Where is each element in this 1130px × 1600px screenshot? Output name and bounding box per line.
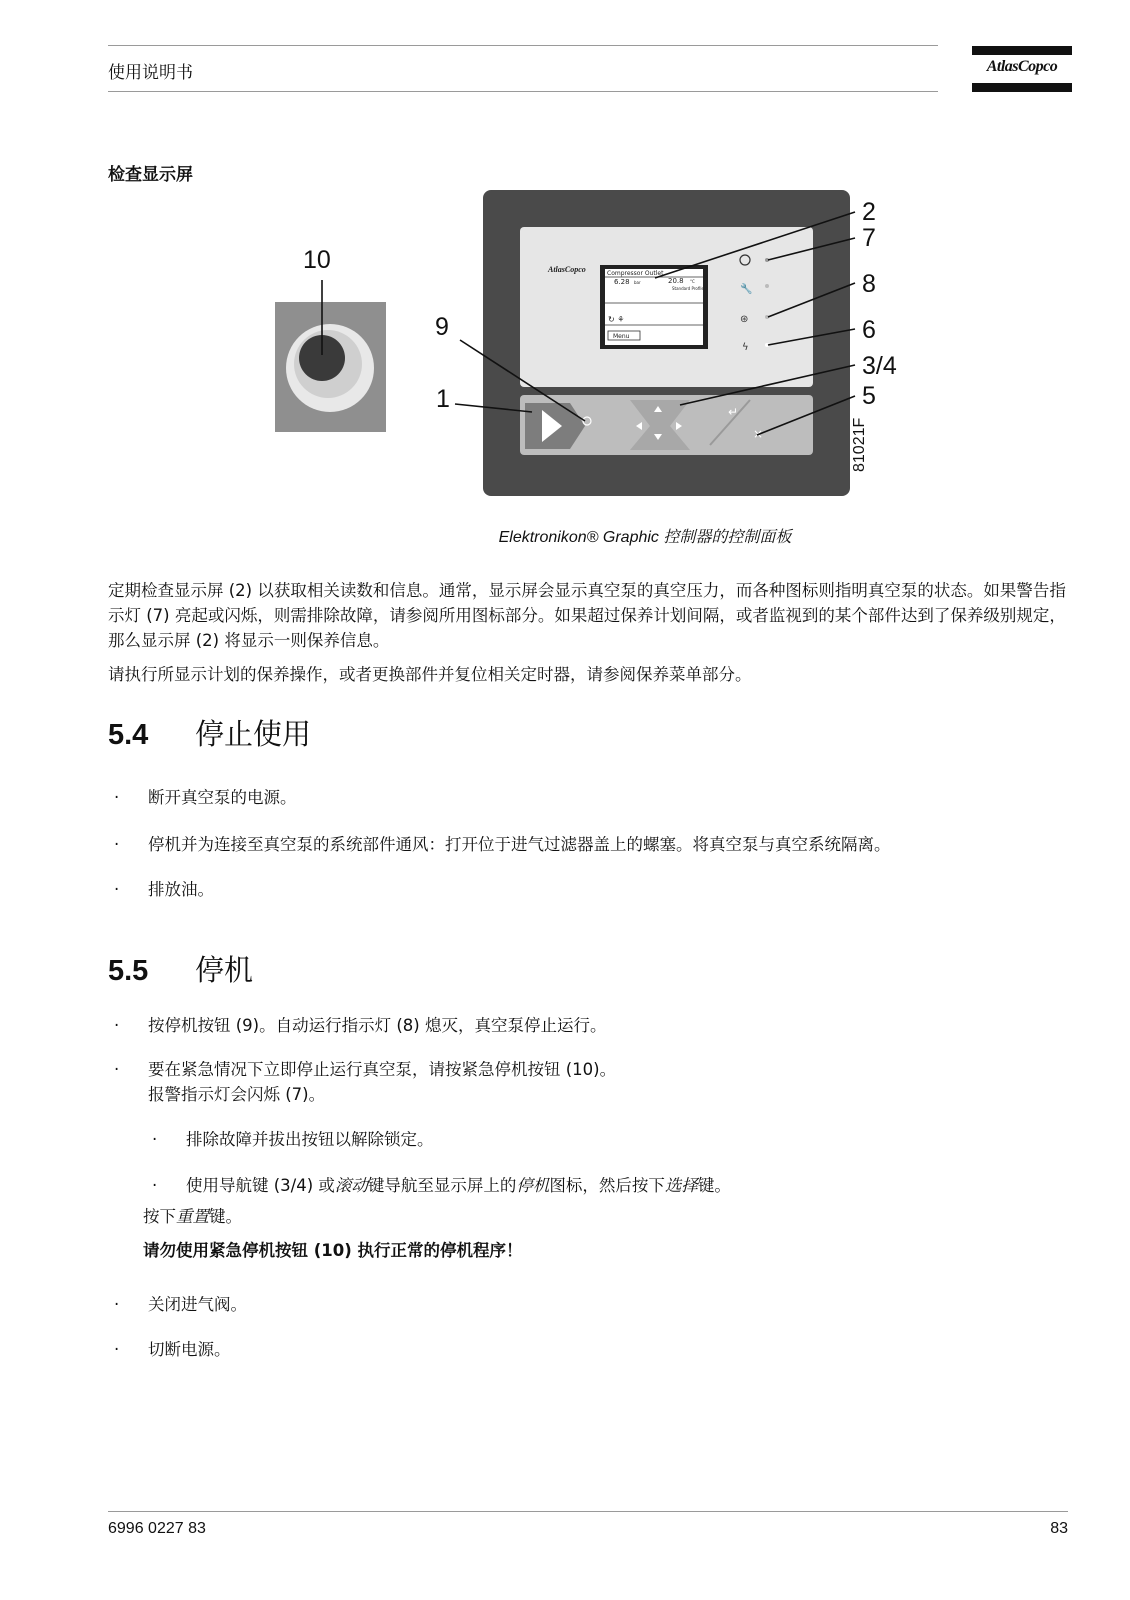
header-bottom-rule	[108, 91, 938, 92]
svg-text:7: 7	[862, 224, 876, 252]
atlas-copco-logo: AtlasCopco	[972, 46, 1072, 94]
svg-text:Compressor Outlet: Compressor Outlet	[607, 270, 664, 277]
svg-text:ϟ: ϟ	[742, 342, 749, 353]
control-panel-figure	[270, 190, 930, 510]
svg-text:AtlasCopco: AtlasCopco	[548, 265, 586, 274]
svg-text:Standard Profile: Standard Profile	[672, 286, 704, 291]
svg-text:°C: °C	[690, 279, 695, 284]
section-54-heading: 5.4 停止使用	[108, 717, 312, 751]
svg-text:3/4: 3/4	[862, 352, 897, 380]
svg-text:↵: ↵	[728, 405, 739, 419]
header-title: 使用说明书	[108, 63, 193, 83]
section-55-heading: 5.5 停机	[108, 953, 254, 987]
warning-note: 请勿使用紧急停机按钮 (10) 执行正常的停机程序！	[143, 1241, 523, 1260]
svg-text:9: 9	[435, 313, 449, 341]
svg-text:20.8: 20.8	[668, 277, 684, 285]
svg-text:5: 5	[862, 382, 876, 410]
svg-text:2: 2	[862, 198, 876, 226]
svg-text:8: 8	[862, 270, 876, 298]
svg-text:6.28: 6.28	[614, 278, 630, 286]
svg-text:1: 1	[436, 385, 450, 413]
svg-text:×: ×	[753, 427, 764, 441]
body-paragraph-1: 定期检查显示屏 (2) 以获取相关读数和信息。通常，显示屏会显示真空泵的真空压力，而各种图标则指明真空泵的状态。如果警告指示灯 (7) 亮起或闪烁，则需排除故障，请参阅所用图标部分。如果超过保养计划间隔，或者监视到的某个部件达到了保养级别规定，那么显示屏 (2) 将显示一则保养信息。	[108, 581, 1066, 650]
svg-text:bar: bar	[634, 280, 641, 285]
list-item-continuation: 报警指示灯会闪烁 (7)。	[148, 1085, 326, 1104]
section-label: 检查显示屏	[108, 165, 193, 185]
svg-text:Menu: Menu	[613, 333, 630, 340]
body-paragraph-2: 请执行所显示计划的保养操作，或者更换部件并复位相关定时器，请参阅保养菜单部分。	[108, 665, 752, 684]
svg-text:6: 6	[862, 316, 876, 344]
emergency-stop-illustration	[275, 302, 386, 432]
reset-instruction: 按下重置键。	[143, 1207, 242, 1226]
svg-text:⊛: ⊛	[740, 314, 749, 325]
footer-rule	[108, 1511, 1068, 1512]
svg-text:10: 10	[303, 246, 331, 274]
svg-text:↻ ⚘: ↻ ⚘	[608, 315, 625, 324]
header-top-rule	[108, 45, 938, 46]
svg-text:81021F: 81021F	[851, 417, 868, 472]
figure-caption: Elektronikon® Graphic 控制器的控制面板	[498, 529, 792, 546]
document-number: 6996 0227 83	[108, 1520, 206, 1537]
svg-text:🔧: 🔧	[740, 284, 753, 295]
page-number: 83	[1050, 1520, 1068, 1537]
